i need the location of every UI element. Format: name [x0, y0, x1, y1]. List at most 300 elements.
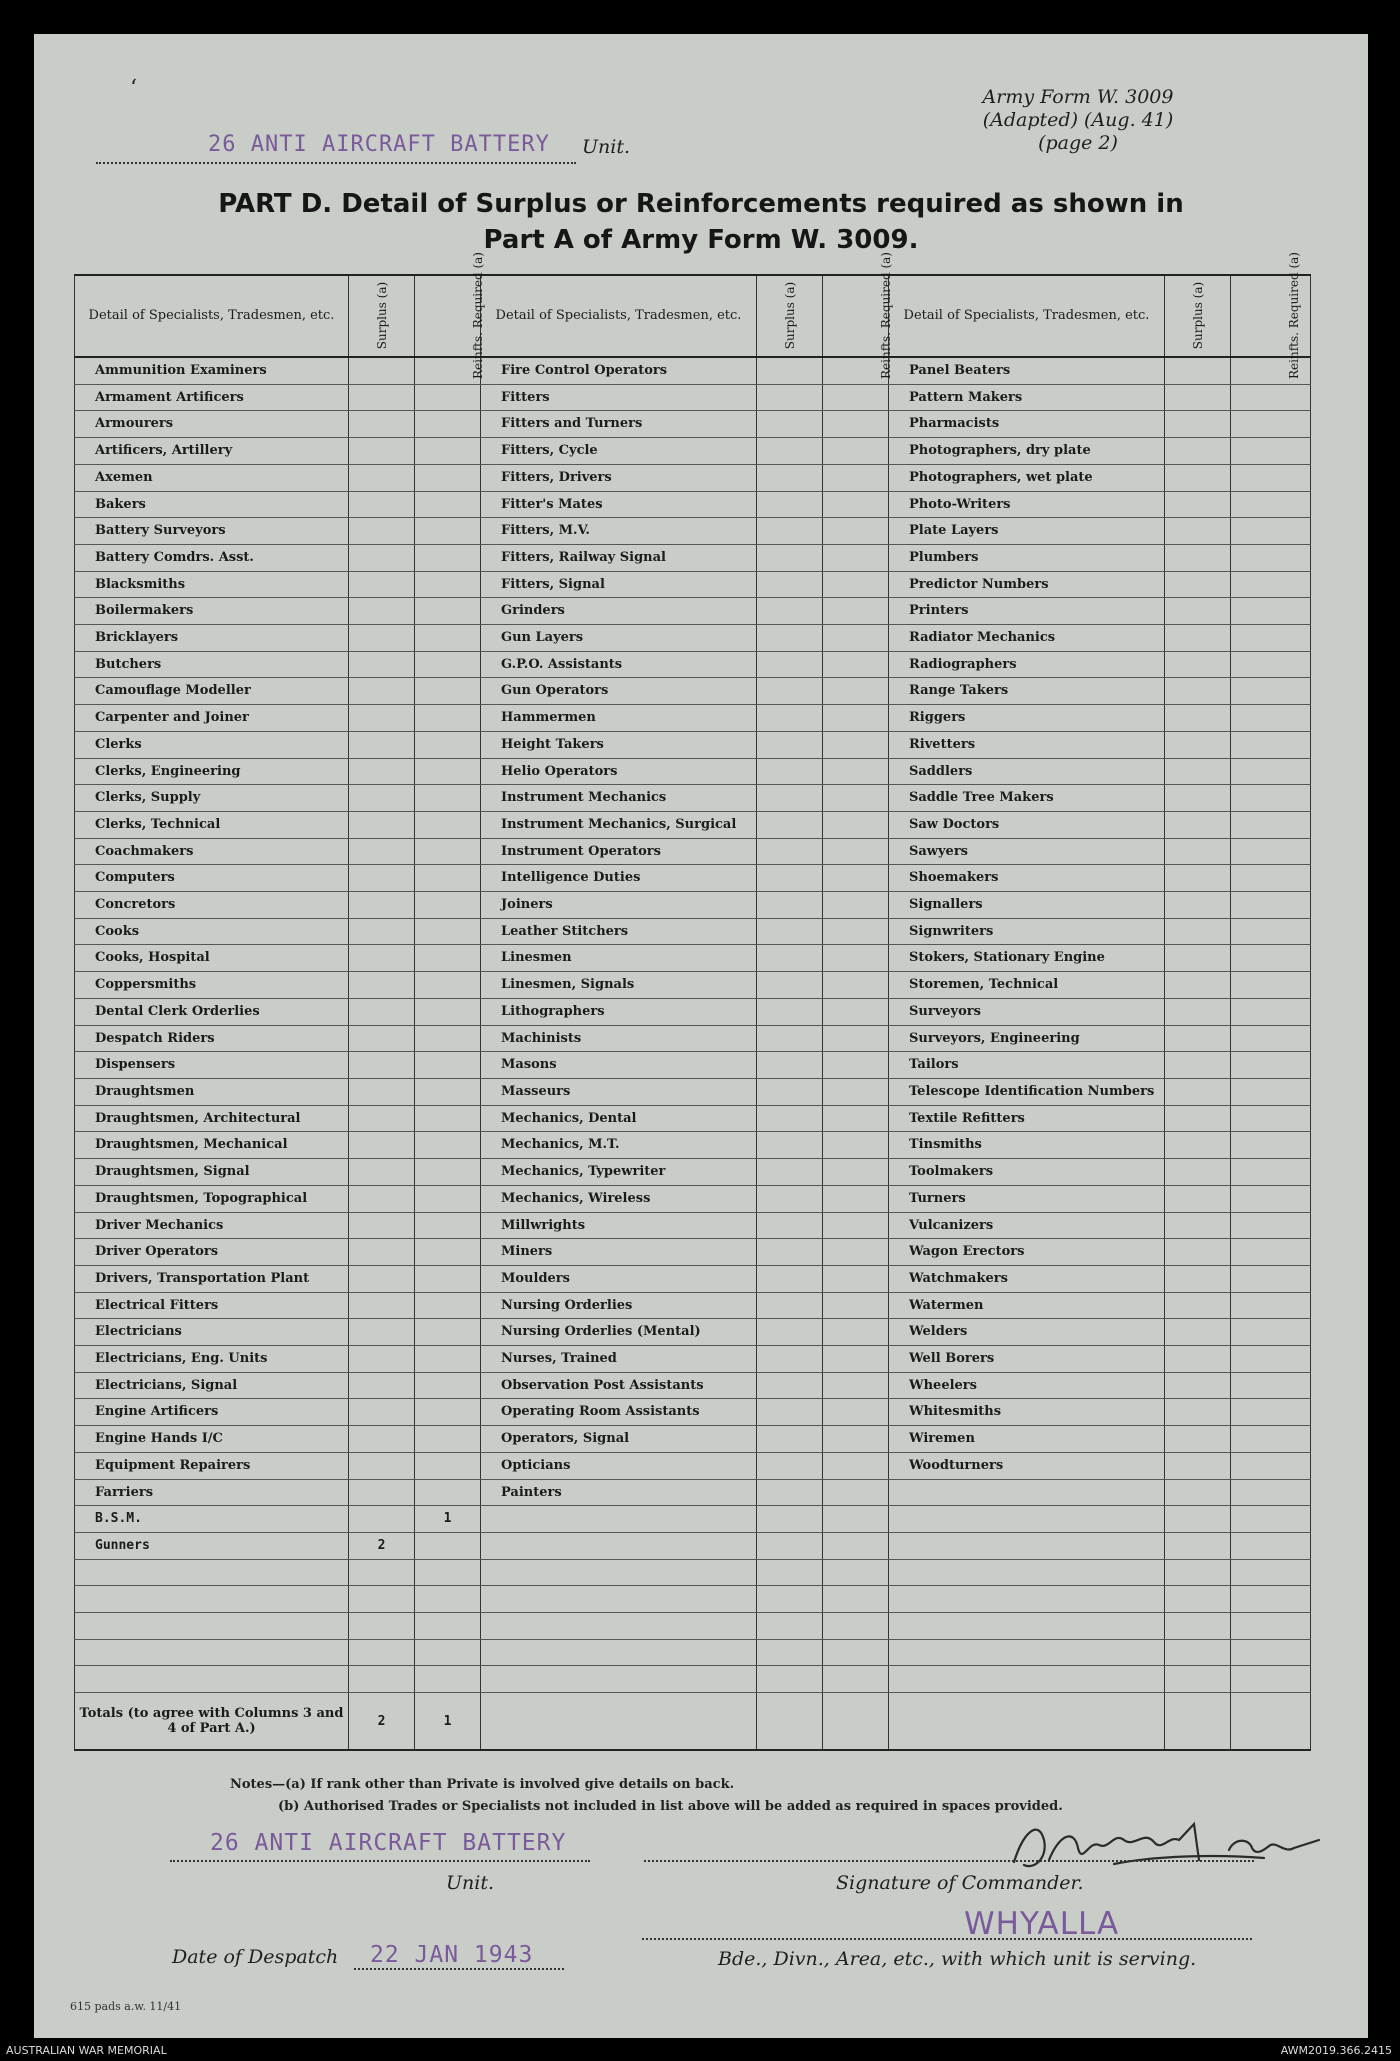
table-row: [75, 1319, 1311, 1346]
trade-label: Mechanics, Wireless: [481, 1185, 757, 1212]
surplus-cell: [1165, 1319, 1231, 1346]
reinf-cell: [415, 1265, 481, 1292]
reinf-cell: [1231, 491, 1311, 518]
surplus-cell: [349, 785, 415, 812]
reinf-cell: [823, 411, 889, 438]
reinf-cell: [1231, 972, 1311, 999]
signature-label: Signature of Commander.: [836, 1872, 1084, 1894]
surplus-cell: [757, 892, 823, 919]
blank-cell: [415, 1666, 481, 1693]
col2-heading: Detail of Specialists, Tradesmen, etc.: [481, 275, 757, 357]
blank-cell: [823, 1613, 889, 1640]
blank-cell: [1231, 1666, 1311, 1693]
trade-label: Joiners: [481, 892, 757, 919]
col2-reinf-heading: Reinfts. Required (a): [823, 275, 889, 357]
col1-heading: Detail of Specialists, Tradesmen, etc.: [75, 275, 349, 357]
surplus-cell: [757, 1426, 823, 1453]
surplus-cell: [1165, 1052, 1231, 1079]
table-row: [75, 678, 1311, 705]
blank-cell: [1165, 1532, 1231, 1559]
reinf-cell: [823, 945, 889, 972]
blank-cell: [1165, 1613, 1231, 1640]
totals-reinf: 1: [415, 1693, 481, 1751]
totals-surplus: 2: [349, 1693, 415, 1751]
table-row: [75, 1452, 1311, 1479]
surplus-cell: [1165, 438, 1231, 465]
reinf-cell: [823, 1319, 889, 1346]
reinf-cell: [823, 758, 889, 785]
reinf-cell: [1231, 1185, 1311, 1212]
surplus-cell: [757, 1452, 823, 1479]
trade-label: Masseurs: [481, 1078, 757, 1105]
surplus-cell: [349, 865, 415, 892]
trade-label: Driver Mechanics: [75, 1212, 349, 1239]
reinf-cell: [1231, 705, 1311, 732]
reinf-cell: [823, 838, 889, 865]
col3-reinf-heading: Reinfts. Required (a): [1231, 275, 1311, 357]
reinf-cell: [415, 411, 481, 438]
trade-label: Welders: [889, 1319, 1165, 1346]
trade-label: Moulders: [481, 1265, 757, 1292]
reinf-cell: [415, 918, 481, 945]
blank-cell: [349, 1586, 415, 1613]
reinf-cell: [415, 544, 481, 571]
surplus-cell: [757, 411, 823, 438]
trade-label: Carpenter and Joiner: [75, 705, 349, 732]
reinf-cell: [823, 438, 889, 465]
blank-cell: [349, 1639, 415, 1666]
trade-label: Artificers, Artillery: [75, 438, 349, 465]
reinf-cell: [1231, 1159, 1311, 1186]
surplus-cell: [349, 1346, 415, 1373]
trade-label: Photographers, wet plate: [889, 464, 1165, 491]
table-row: [75, 1105, 1311, 1132]
blank-cell: [889, 1693, 1165, 1751]
trade-label: Shoemakers: [889, 865, 1165, 892]
trade-label: Fitters, Railway Signal: [481, 544, 757, 571]
blank-cell: [889, 1532, 1165, 1559]
blank-row: [75, 1613, 1311, 1640]
reinf-cell: [415, 625, 481, 652]
trade-label: Boilermakers: [75, 598, 349, 625]
trade-label: Fitters: [481, 384, 757, 411]
surplus-cell: [349, 438, 415, 465]
surplus-cell: [1165, 785, 1231, 812]
reinf-cell: [1231, 892, 1311, 919]
table-row: [75, 758, 1311, 785]
reinf-cell: [823, 811, 889, 838]
reinf-cell: [823, 892, 889, 919]
trade-label: Stokers, Stationary Engine: [889, 945, 1165, 972]
trade-label: Nursing Orderlies (Mental): [481, 1319, 757, 1346]
surplus-cell: [1165, 357, 1231, 384]
trade-label: Watchmakers: [889, 1265, 1165, 1292]
table-row: [75, 811, 1311, 838]
surplus-cell: [757, 544, 823, 571]
table-row: [75, 1292, 1311, 1319]
table-row: [75, 865, 1311, 892]
trade-label: Turners: [889, 1185, 1165, 1212]
blank-cell: [757, 1559, 823, 1586]
trade-label: Linesmen, Signals: [481, 972, 757, 999]
blank-cell: [481, 1586, 757, 1613]
handwritten-row: [75, 1506, 1311, 1533]
blank-cell: [889, 1586, 1165, 1613]
trade-label: Nursing Orderlies: [481, 1292, 757, 1319]
surplus-cell: [349, 625, 415, 652]
reinf-cell: [823, 1212, 889, 1239]
blank-cell: [75, 1559, 349, 1586]
blank-cell: [823, 1666, 889, 1693]
reinf-cell: [1231, 1052, 1311, 1079]
blank-cell: [349, 1559, 415, 1586]
col3-surplus-heading: Surplus (a): [1165, 275, 1231, 357]
reinf-cell: [823, 865, 889, 892]
blank-cell: [1231, 1586, 1311, 1613]
reinf-cell: [415, 1346, 481, 1373]
surplus-cell: [757, 1052, 823, 1079]
trade-label: Fitters, Signal: [481, 571, 757, 598]
blank-cell: [757, 1506, 823, 1533]
col1-surplus-heading: Surplus (a): [349, 275, 415, 357]
blank-row: [75, 1639, 1311, 1666]
surplus-cell: [757, 998, 823, 1025]
surplus-cell: [757, 838, 823, 865]
reinf-cell: [823, 731, 889, 758]
col2-surplus-heading: Surplus (a): [757, 275, 823, 357]
surplus-cell: [349, 384, 415, 411]
trade-label: Hammermen: [481, 705, 757, 732]
trade-label: Miners: [481, 1239, 757, 1266]
reinf-cell: [1231, 678, 1311, 705]
trade-label: Fitter's Mates: [481, 491, 757, 518]
reinf-cell: [415, 1132, 481, 1159]
trade-label: Blacksmiths: [75, 571, 349, 598]
reinf-cell: [415, 384, 481, 411]
note-b: (b) Authorised Trades or Specialists not included in list above will be added as required in spaces provided.: [278, 1799, 1063, 1814]
col3-heading: Detail of Specialists, Tradesmen, etc.: [889, 275, 1165, 357]
trade-label: Equipment Repairers: [75, 1452, 349, 1479]
surplus-cell: [757, 758, 823, 785]
reinf-cell: [1231, 731, 1311, 758]
surplus-cell: [349, 1506, 415, 1533]
table-row: [75, 1159, 1311, 1186]
reinf-cell: [823, 1025, 889, 1052]
table-row: [75, 838, 1311, 865]
trade-label: Plumbers: [889, 544, 1165, 571]
reinf-cell: [1231, 785, 1311, 812]
surplus-cell: [1165, 678, 1231, 705]
surplus-cell: [757, 865, 823, 892]
trade-label: Computers: [75, 865, 349, 892]
table-row: [75, 384, 1311, 411]
reinf-cell: [415, 518, 481, 545]
trade-label: Fitters, Drivers: [481, 464, 757, 491]
surplus-cell: [349, 998, 415, 1025]
trade-label: Operators, Signal: [481, 1426, 757, 1453]
reinf-cell: [1231, 438, 1311, 465]
surplus-cell: [757, 1078, 823, 1105]
trade-label: Wiremen: [889, 1426, 1165, 1453]
blank-cell: [1165, 1639, 1231, 1666]
reinf-cell: [1231, 411, 1311, 438]
trade-label: Armament Artificers: [75, 384, 349, 411]
trade-label: Telescope Identification Numbers: [889, 1078, 1165, 1105]
reinf-cell: [415, 438, 481, 465]
table-row: [75, 438, 1311, 465]
trade-label: Nurses, Trained: [481, 1346, 757, 1373]
surplus-cell: [757, 491, 823, 518]
trade-label: Millwrights: [481, 1212, 757, 1239]
trade-label: Instrument Operators: [481, 838, 757, 865]
reinf-cell: [1231, 1212, 1311, 1239]
reinf-cell: [415, 1479, 481, 1506]
reinf-cell: [415, 1105, 481, 1132]
reinf-cell: [1231, 544, 1311, 571]
surplus-cell: [1165, 571, 1231, 598]
table-row: [75, 625, 1311, 652]
blank-row: [75, 1559, 1311, 1586]
trade-label: Leather Stitchers: [481, 918, 757, 945]
reinf-cell: [1231, 625, 1311, 652]
surplus-cell: [349, 571, 415, 598]
trade-label: Fire Control Operators: [481, 357, 757, 384]
blank-cell: [757, 1693, 823, 1751]
surplus-cell: [349, 1399, 415, 1426]
reinf-cell: [415, 972, 481, 999]
trade-label: Sawyers: [889, 838, 1165, 865]
blank-cell: [481, 1666, 757, 1693]
blank-cell: [1165, 1559, 1231, 1586]
trade-label: Panel Beaters: [889, 357, 1165, 384]
table-row: [75, 892, 1311, 919]
trade-label: Coachmakers: [75, 838, 349, 865]
trade-label: Bricklayers: [75, 625, 349, 652]
reinf-cell: [415, 865, 481, 892]
surplus-cell: [1165, 625, 1231, 652]
surplus-cell: [757, 1159, 823, 1186]
surplus-cell: [1165, 892, 1231, 919]
bde-label: Bde., Divn., Area, etc., with which unit is serving.: [718, 1948, 1197, 1970]
surplus-cell: [349, 411, 415, 438]
trade-label: Cooks: [75, 918, 349, 945]
reinf-cell: [823, 998, 889, 1025]
blank-cell: [889, 1639, 1165, 1666]
blank-cell: [349, 1613, 415, 1640]
surplus-cell: [757, 1372, 823, 1399]
unit-field-top: [96, 132, 631, 164]
blank-cell: [823, 1586, 889, 1613]
surplus-cell: [1165, 598, 1231, 625]
surplus-cell: [757, 1479, 823, 1506]
trade-label: Clerks, Engineering: [75, 758, 349, 785]
reinf-cell: [823, 1399, 889, 1426]
reinf-cell: [1231, 464, 1311, 491]
surplus-cell: [1165, 705, 1231, 732]
trade-label: Whitesmiths: [889, 1399, 1165, 1426]
surplus-cell: [1165, 1426, 1231, 1453]
reinf-cell: [415, 464, 481, 491]
trade-label: Fitters, M.V.: [481, 518, 757, 545]
archive-name: AUSTRALIAN WAR MEMORIAL: [6, 2044, 167, 2057]
reinf-cell: [823, 1265, 889, 1292]
table-row: [75, 1212, 1311, 1239]
surplus-cell: [1165, 945, 1231, 972]
trade-label: Woodturners: [889, 1452, 1165, 1479]
reinf-cell: [1231, 571, 1311, 598]
trade-label: Photographers, dry plate: [889, 438, 1165, 465]
blank-cell: [75, 1666, 349, 1693]
table-row: [75, 731, 1311, 758]
trade-label: Signwriters: [889, 918, 1165, 945]
surplus-cell: [757, 1185, 823, 1212]
surplus-cell: [757, 438, 823, 465]
table-row: [75, 491, 1311, 518]
reinf-cell: [415, 1399, 481, 1426]
reinf-cell: [823, 544, 889, 571]
reinf-cell: [823, 1078, 889, 1105]
blank-row: [75, 1586, 1311, 1613]
surplus-cell: [349, 1292, 415, 1319]
reinf-cell: [1231, 1292, 1311, 1319]
surplus-cell: [757, 731, 823, 758]
surplus-cell: [349, 651, 415, 678]
reinf-cell: [823, 571, 889, 598]
surplus-cell: [1165, 1078, 1231, 1105]
trade-label: Lithographers: [481, 998, 757, 1025]
surplus-cell: [757, 811, 823, 838]
blank-cell: [823, 1532, 889, 1559]
surplus-cell: [349, 1078, 415, 1105]
trade-label: Farriers: [75, 1479, 349, 1506]
reinf-cell: [823, 1292, 889, 1319]
reinf-cell: [1231, 945, 1311, 972]
trade-label: Butchers: [75, 651, 349, 678]
blank-cell: [415, 1613, 481, 1640]
table-row: [75, 1479, 1311, 1506]
handwritten-label: B.S.M.: [75, 1506, 349, 1533]
trade-label: Armourers: [75, 411, 349, 438]
surplus-cell: [349, 598, 415, 625]
trade-label: Radiographers: [889, 651, 1165, 678]
surplus-cell: [349, 357, 415, 384]
date-label: Date of Despatch: [172, 1946, 339, 1968]
surplus-cell: [1165, 918, 1231, 945]
trade-label: Dental Clerk Orderlies: [75, 998, 349, 1025]
surplus-cell: [1165, 1025, 1231, 1052]
trade-label: Dispensers: [75, 1052, 349, 1079]
surplus-cell: [757, 1319, 823, 1346]
reinf-cell: [823, 1105, 889, 1132]
reinf-cell: [415, 598, 481, 625]
surplus-cell: [1165, 838, 1231, 865]
surplus-cell: [1165, 1452, 1231, 1479]
reinf-cell: [823, 491, 889, 518]
table-row: [75, 518, 1311, 545]
trade-label: Instrument Mechanics: [481, 785, 757, 812]
table-row: [75, 1239, 1311, 1266]
archive-bar: [0, 2040, 1400, 2061]
table-row: [75, 945, 1311, 972]
blank-cell: [823, 1506, 889, 1533]
surplus-cell: [1165, 1185, 1231, 1212]
reinf-cell: [415, 1159, 481, 1186]
surplus-cell: [757, 651, 823, 678]
reinf-cell: [823, 1372, 889, 1399]
surplus-cell: [349, 1265, 415, 1292]
reinf-cell: [415, 1212, 481, 1239]
reinf-cell: [415, 1078, 481, 1105]
trade-label: Tailors: [889, 1052, 1165, 1079]
trade-label: Axemen: [75, 464, 349, 491]
surplus-cell: [1165, 1399, 1231, 1426]
surplus-cell: [349, 678, 415, 705]
blank-cell: [415, 1639, 481, 1666]
reinf-cell: [1231, 1479, 1311, 1506]
trade-label: Gun Operators: [481, 678, 757, 705]
reinf-cell: [1231, 838, 1311, 865]
bde-line: [642, 1938, 1252, 1940]
surplus-cell: [757, 705, 823, 732]
blank-cell: [1165, 1506, 1231, 1533]
surplus-cell: [1165, 1105, 1231, 1132]
reinf-cell: [415, 678, 481, 705]
reinf-cell: [415, 998, 481, 1025]
blank-cell: [1231, 1559, 1311, 1586]
surplus-cell: [1165, 1292, 1231, 1319]
trade-label: Saw Doctors: [889, 811, 1165, 838]
surplus-cell: [757, 1105, 823, 1132]
trade-label: Fitters, Cycle: [481, 438, 757, 465]
reinf-cell: [823, 625, 889, 652]
reinf-cell: [415, 1025, 481, 1052]
surplus-cell: [349, 1052, 415, 1079]
surplus-cell: [1165, 1479, 1231, 1506]
trade-label: Electricians, Eng. Units: [75, 1346, 349, 1373]
blank-cell: [1165, 1586, 1231, 1613]
trade-label: Wagon Erectors: [889, 1239, 1165, 1266]
table-row: [75, 544, 1311, 571]
col1-reinf-heading: Reinfts. Required (a): [415, 275, 481, 357]
trade-label: Engine Artificers: [75, 1399, 349, 1426]
surplus-cell: [757, 678, 823, 705]
reinf-cell: [823, 1132, 889, 1159]
trade-label: Draughtsmen, Architectural: [75, 1105, 349, 1132]
reinf-cell: [823, 705, 889, 732]
surplus-cell: [349, 972, 415, 999]
blank-cell: [481, 1559, 757, 1586]
reinf-cell: [415, 892, 481, 919]
reinf-cell: [415, 1532, 481, 1559]
trade-label: Plate Layers: [889, 518, 1165, 545]
trade-label: Storemen, Technical: [889, 972, 1165, 999]
table-row: [75, 1052, 1311, 1079]
reinf-cell: [823, 1346, 889, 1373]
table-row: [75, 1185, 1311, 1212]
trade-label: Opticians: [481, 1452, 757, 1479]
reinf-cell: [1231, 651, 1311, 678]
surplus-cell: [1165, 1132, 1231, 1159]
trade-label: Surveyors: [889, 998, 1165, 1025]
trade-label: Mechanics, Dental: [481, 1105, 757, 1132]
blank-cell: [481, 1639, 757, 1666]
surplus-cell: [757, 625, 823, 652]
surplus-cell: [349, 518, 415, 545]
surplus-cell: [349, 491, 415, 518]
signature-line: [644, 1860, 1254, 1862]
table-row: [75, 1426, 1311, 1453]
trade-label: Cooks, Hospital: [75, 945, 349, 972]
